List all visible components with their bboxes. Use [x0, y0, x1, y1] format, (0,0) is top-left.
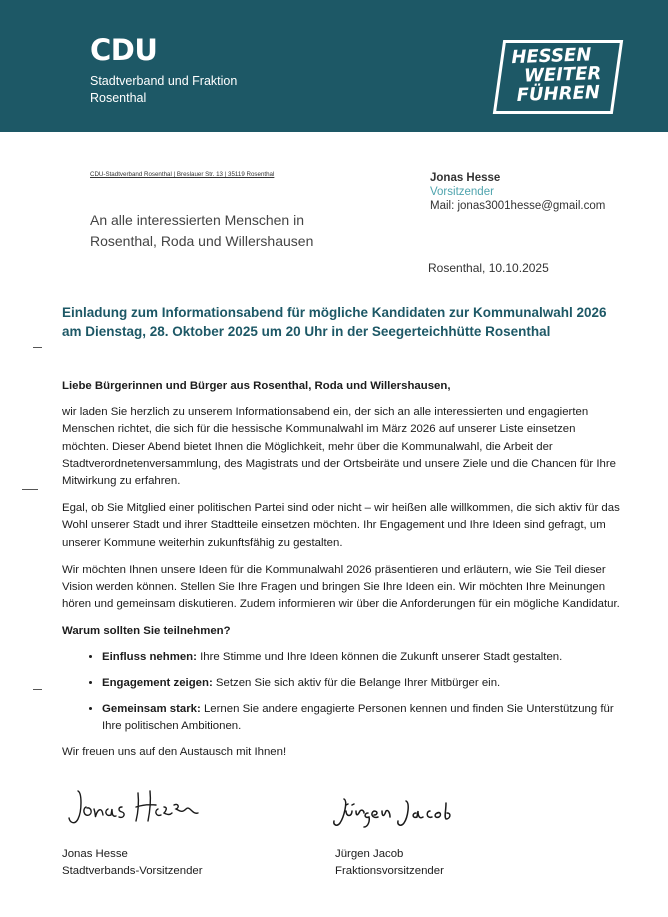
contact-name: Jonas Hesse: [430, 172, 501, 184]
subject-line: [62, 303, 622, 341]
contact-role: Vorsitzender: [430, 186, 494, 198]
signatory-name: Jonas Hesse: [62, 848, 128, 860]
punch-mark: [22, 489, 38, 490]
list-item: [102, 701, 620, 735]
bullet-label: Engagement zeigen:: [102, 676, 213, 689]
signatory-right: [335, 846, 444, 880]
salutation: Liebe Bürgerinnen und Bürger aus Rosenthal, Roda und Willershausen,: [62, 380, 451, 392]
contact-block: [430, 171, 605, 213]
recipient-address: [90, 210, 313, 252]
fold-mark-top: [33, 347, 42, 348]
bullet-text: Ihre Stimme und Ihre Ideen können die Zukunft unserer Stadt gestalten.: [196, 650, 563, 663]
signature-juergen-jacob: [330, 795, 470, 831]
organization-name: [90, 73, 237, 107]
list-item: [102, 649, 620, 666]
signatory-title: Stadtverbands-Vorsitzender: [62, 865, 203, 877]
place-date: Rosenthal, 10.10.2025: [428, 261, 549, 275]
return-address: CDU-Stadtverband Rosenthal | Breslauer Str. 13 | 35119 Rosenthal: [90, 171, 275, 178]
closing-line: Wir freuen uns auf den Austausch mit Ihnen!: [62, 746, 287, 759]
recipient-line-1: An alle interessierten Menschen in: [90, 212, 305, 228]
bullet-label: Einfluss nehmen:: [102, 650, 197, 663]
contact-mail: Mail: jonas3001hesse@gmail.com: [430, 200, 606, 212]
bullet-label: Gemeinsam stark:: [102, 703, 201, 716]
letterhead-banner: [0, 0, 668, 132]
cdu-logo: CDU: [90, 33, 158, 67]
letter-body: [62, 378, 620, 772]
signature-jonas-hesse: [66, 785, 206, 831]
slogan-line-3: FÜHREN: [516, 82, 601, 106]
subject-line-2: am Dienstag, 28. Oktober 2025 um 20 Uhr in der Seegerteichhütte Rosenthal: [62, 324, 551, 339]
signatory-name: Jürgen Jacob: [335, 848, 404, 860]
slogan-logo: [511, 44, 633, 105]
paragraph: Wir möchten Ihnen unsere Ideen für die Kommunalwahl 2026 präsentieren und erläutern, wie Sie Teil dieser Vision werden können. Stellen Sie Ihre Fragen und bringen Sie Ihre Ideen ein. Wir möchten Ihre Meinungen hören und gemeinsam diskutieren. Zudem informieren wir über die Anforderungen für ein mögliche Kandidatur.: [62, 563, 620, 611]
slogan-line-2: WEITER: [523, 62, 602, 87]
org-line-2: Rosenthal: [90, 91, 147, 105]
bullet-text: Lernen Sie andere engagierte Personen kennen und finden Sie Unterstützung für Ihre politischen Ambitionen.: [102, 703, 614, 733]
subject-line-1: Einladung zum Informationsabend für mögliche Kandidaten zur Kommunalwahl 2026: [62, 305, 607, 320]
fold-mark-bottom: [33, 689, 42, 690]
recipient-line-2: Rosenthal, Roda und Willershausen: [90, 233, 314, 249]
section-heading: Warum sollten Sie teilnehmen?: [62, 625, 231, 638]
org-line-1: Stadtverband und Fraktion: [90, 74, 238, 88]
signatory-left: [62, 846, 203, 880]
slogan-line-1: HESSEN: [511, 44, 592, 69]
signatory-title: Fraktionsvorsitzender: [335, 865, 444, 877]
benefits-list: [62, 649, 620, 736]
paragraph: Egal, ob Sie Mitglied einer politischen Partei sind oder nicht – wir heißen alle willkommen, die sich aktiv für das Wohl unserer Stadt und ihrer Stadtteile einsetzen möchten. Ihr Engagement und Ihre Ideen sind gefragt, um unserer Kommune weiterhin zukunftsfähig zu gestalten.: [62, 502, 620, 549]
paragraph: wir laden Sie herzlich zu unserem Informationsabend ein, der sich an alle interessierten und engagierten Menschen richtet, die sich für die hessische Kommunalwahl im März 2026 auf unserer Liste einsetzen möchten. Dieser Abend bietet Ihnen die Möglichkeit, mehr über die Kommunalwahl, die Arbeit der Stadtverordnetenversammlung, des Magistrats und der Ortsbeiräte und unsere Ziele und die Chancen für Ihre Mitwirkung zu erfahren.: [62, 406, 617, 488]
list-item: [102, 675, 620, 692]
bullet-text: Setzen Sie sich aktiv für die Belange Ihrer Mitbürger ein.: [212, 676, 501, 689]
